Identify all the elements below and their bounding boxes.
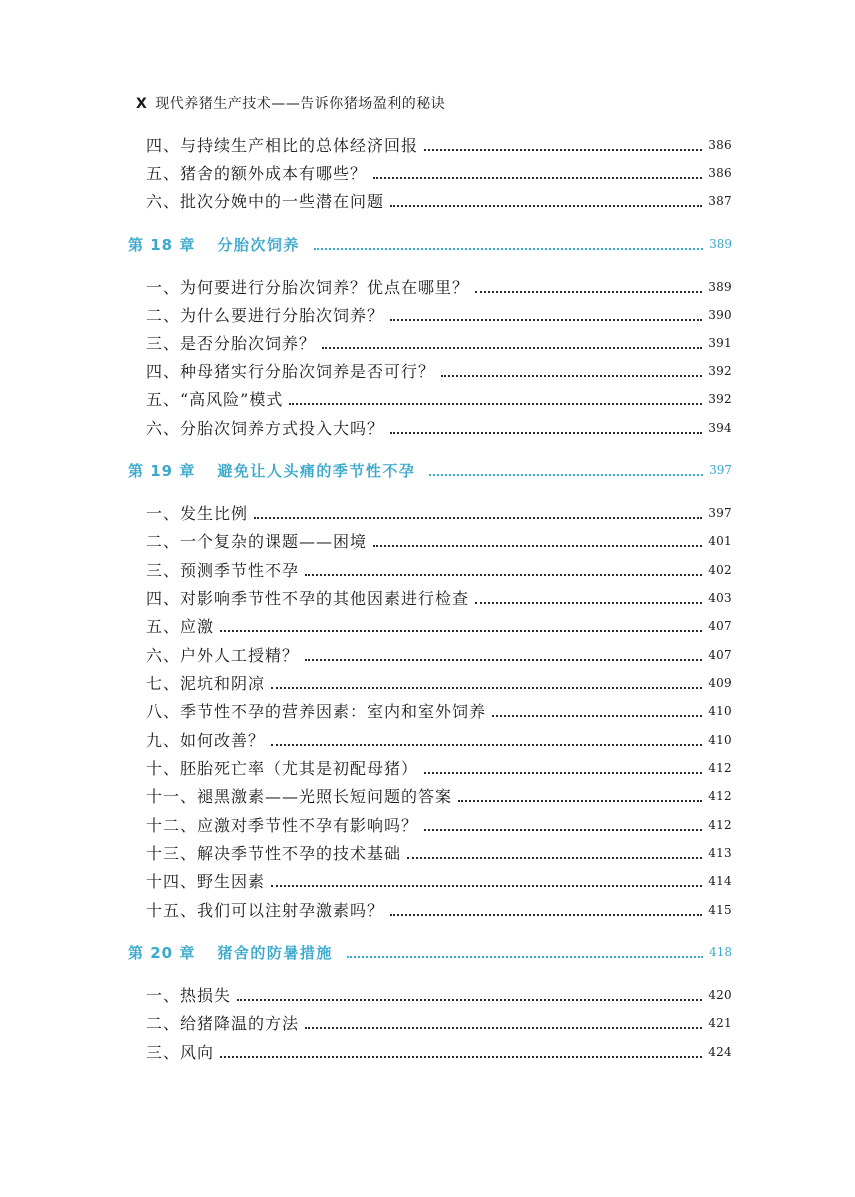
toc-entry-page: 407 — [708, 619, 732, 633]
toc-entry[interactable] — [146, 781, 732, 807]
toc-entry[interactable] — [146, 272, 732, 298]
toc-entry-label: 三、是否分胎次饲养？ — [146, 334, 317, 353]
dot-leader — [373, 177, 702, 179]
toc-entry[interactable] — [146, 725, 732, 751]
dot-leader — [347, 956, 703, 958]
toc-entry-label: 十三、解决季节性不孕的技术基础 — [146, 844, 402, 863]
chapter-number: 第 19 章 — [128, 462, 196, 480]
dot-leader — [390, 914, 702, 916]
toc-entry[interactable] — [146, 498, 732, 524]
dot-leader — [390, 205, 702, 207]
toc-entry-page: 412 — [708, 761, 732, 775]
toc-entry-label: 二、为什么要进行分胎次饲养？ — [146, 306, 385, 325]
toc-entry-label: 八、季节性不孕的营养因素：室内和室外饲养 — [146, 702, 487, 721]
chapter-number: 第 18 章 — [128, 236, 196, 254]
toc-entry-label: 三、预测季节性不孕 — [146, 561, 300, 580]
dot-leader — [475, 291, 702, 293]
header-book-title: 现代养猪生产技术——告诉你猪场盈利的秘诀 — [155, 96, 446, 112]
toc-entry-page: 412 — [708, 789, 732, 803]
chapter-number: 第 20 章 — [128, 944, 196, 962]
toc-entry[interactable] — [146, 158, 732, 184]
toc-entry[interactable] — [146, 1037, 732, 1063]
toc-entry-page: 401 — [708, 534, 732, 548]
dot-leader — [373, 545, 702, 547]
toc-entry-label: 十、胚胎死亡率（尤其是初配母猪） — [146, 759, 419, 778]
toc-entry-label: 六、户外人工授精？ — [146, 646, 300, 665]
dot-leader — [390, 432, 702, 434]
chapter-title: 分胎次饲养 — [217, 236, 300, 254]
toc-entry[interactable] — [146, 640, 732, 666]
toc-entry[interactable] — [146, 895, 732, 921]
toc-entry-page: 391 — [708, 336, 732, 350]
toc-entry-label: 四、种母猪实行分胎次饲养是否可行？ — [146, 362, 436, 381]
toc-entry[interactable] — [146, 356, 732, 382]
toc-entry[interactable] — [146, 1008, 732, 1034]
dot-leader — [314, 248, 703, 250]
dot-leader — [271, 744, 702, 746]
toc-entry-page: 415 — [708, 903, 732, 917]
chapter-title: 避免让人头痛的季节性不孕 — [217, 462, 416, 480]
toc-entry-page: 392 — [708, 364, 732, 378]
toc-entry-label: 七、泥坑和阴凉 — [146, 674, 266, 693]
toc-entry-page: 397 — [708, 506, 732, 520]
dot-leader — [429, 474, 703, 476]
dot-leader — [492, 715, 702, 717]
toc-entry-label: 二、一个复杂的课题——困境 — [146, 532, 368, 551]
toc-entry[interactable] — [146, 838, 732, 864]
toc-entry-page: 407 — [708, 648, 732, 662]
chapter-page: 418 — [709, 945, 732, 959]
toc-entry[interactable] — [146, 866, 732, 892]
toc-entry-page: 394 — [708, 421, 732, 435]
toc-entry-page: 412 — [708, 818, 732, 832]
dot-leader — [441, 375, 702, 377]
toc-entry[interactable] — [146, 555, 732, 581]
header-page-numeral: X — [136, 96, 148, 112]
toc-entry-label: 四、对影响季节性不孕的其他因素进行检查 — [146, 589, 470, 608]
toc-entry[interactable] — [146, 696, 732, 722]
toc-entry-label: 九、如何改善？ — [146, 731, 266, 750]
toc-entry[interactable] — [146, 611, 732, 637]
toc-entry-label: 四、与持续生产相比的总体经济回报 — [146, 136, 419, 155]
chapter-title: 猪舍的防暑措施 — [217, 944, 333, 962]
chapter-heading-20[interactable] — [128, 937, 732, 963]
dot-leader — [407, 857, 702, 859]
dot-leader — [424, 829, 702, 831]
toc-entry[interactable] — [146, 328, 732, 354]
toc-entry[interactable] — [146, 413, 732, 439]
toc-entry-label: 一、为何要进行分胎次饲养？优点在哪里？ — [146, 278, 470, 297]
dot-leader — [271, 687, 702, 689]
toc-entry-label: 一、发生比例 — [146, 504, 249, 523]
toc-entry-label: 五、应激 — [146, 617, 215, 636]
toc-entry-label: 十四、野生因素 — [146, 872, 266, 891]
toc-entry-label: 五、猪舍的额外成本有哪些？ — [146, 164, 368, 183]
dot-leader — [458, 800, 702, 802]
dot-leader — [424, 772, 702, 774]
dot-leader — [322, 347, 702, 349]
toc-entry-page: 402 — [708, 563, 732, 577]
toc-entry-page: 387 — [708, 194, 732, 208]
dot-leader — [220, 630, 702, 632]
toc-entry-page: 414 — [708, 874, 732, 888]
chapter-heading-19[interactable] — [128, 455, 732, 481]
toc-entry-page: 421 — [708, 1016, 732, 1030]
toc-entry-label: 一、热损失 — [146, 986, 232, 1005]
toc-entry[interactable] — [146, 753, 732, 779]
dot-leader — [220, 1056, 702, 1058]
toc-entry[interactable] — [146, 300, 732, 326]
toc-entry-page: 410 — [708, 733, 732, 747]
toc-entry[interactable] — [146, 980, 732, 1006]
toc-entry[interactable] — [146, 583, 732, 609]
dot-leader — [254, 517, 702, 519]
dot-leader — [424, 149, 702, 151]
toc-entry-page: 409 — [708, 676, 732, 690]
toc-entry-page: 420 — [708, 988, 732, 1002]
toc-entry-label: 十一、褪黑激素——光照长短问题的答案 — [146, 787, 453, 806]
dot-leader — [305, 659, 702, 661]
toc-entry-label: 十二、应激对季节性不孕有影响吗？ — [146, 816, 419, 835]
dot-leader — [305, 574, 702, 576]
dot-leader — [475, 602, 702, 604]
toc-entry-label: 三、风向 — [146, 1043, 215, 1062]
toc-entry-label: 十五、我们可以注射孕激素吗？ — [146, 901, 385, 920]
toc-entry[interactable] — [146, 668, 732, 694]
toc-entry-page: 386 — [708, 166, 732, 180]
toc-entry-label: 六、批次分娩中的一些潜在问题 — [146, 192, 385, 211]
chapter-heading-18[interactable] — [128, 229, 732, 255]
toc-entry-page: 389 — [708, 280, 732, 294]
dot-leader — [271, 885, 702, 887]
toc-entry-page: 410 — [708, 704, 732, 718]
toc-entry[interactable] — [146, 130, 732, 156]
toc-entry-page: 413 — [708, 846, 732, 860]
toc-entry-label: 五、“高风险”模式 — [146, 390, 284, 409]
toc-entry-label: 六、分胎次饲养方式投入大吗？ — [146, 419, 385, 438]
toc-entry[interactable] — [146, 186, 732, 212]
toc-entry-page: 386 — [708, 138, 732, 152]
dot-leader — [237, 999, 702, 1001]
toc-entry-page: 424 — [708, 1045, 732, 1059]
chapter-page: 397 — [709, 463, 732, 477]
toc-entry[interactable] — [146, 384, 732, 410]
dot-leader — [289, 403, 702, 405]
toc-entry[interactable] — [146, 526, 732, 552]
toc-entry-page: 392 — [708, 392, 732, 406]
toc-entry-page: 403 — [708, 591, 732, 605]
dot-leader — [305, 1027, 702, 1029]
toc-entry-page: 390 — [708, 308, 732, 322]
toc-entry-label: 二、给猪降温的方法 — [146, 1014, 300, 1033]
toc-entry[interactable] — [146, 810, 732, 836]
dot-leader — [390, 319, 702, 321]
chapter-page: 389 — [709, 237, 732, 251]
